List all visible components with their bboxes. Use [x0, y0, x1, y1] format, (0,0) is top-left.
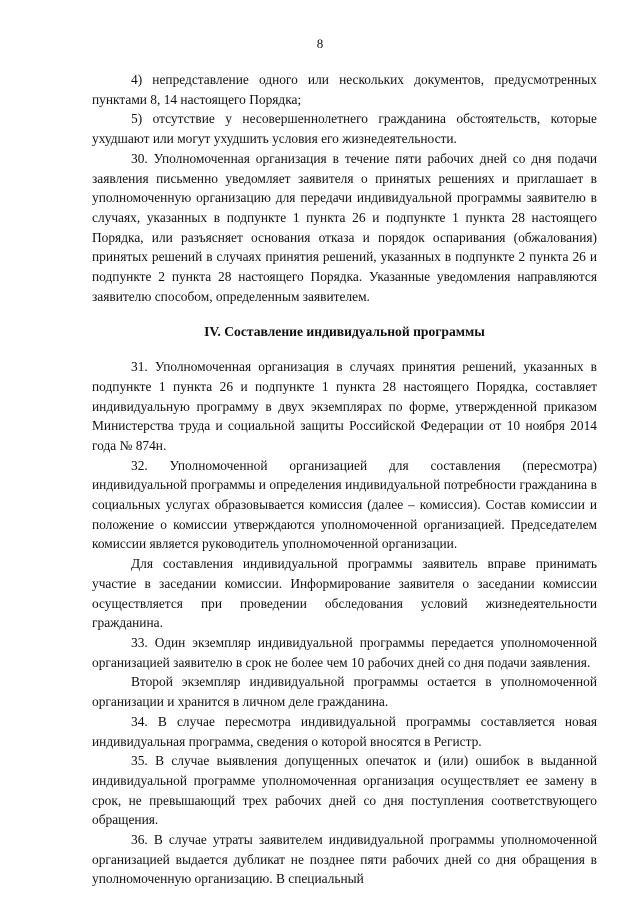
document-body [92, 70, 597, 889]
section-heading: IV. Составление индивидуальной программы [204, 324, 485, 340]
paragraph-36: 36. В случае утраты заявителем индивидуальной программы уполномоченной организацией выдается дубликат не позднее пяти рабочих дней со дня обращения в уполномоченную организацию. В специальный [92, 832, 597, 887]
paragraph-32: 32. Уполномоченной организацией для составления (пересмотра) индивидуальной программы и определения индивидуальной потребности гражданина в социальных услугах образовывается комиссия (далее – комиссия). Состав комиссии и положение о комиссии утверждаются уполномоченной организацией. Председателем комиссии является руководитель уполномоченной организации. [92, 457, 597, 552]
page-number: 8 [316, 36, 324, 51]
paragraph-34: 34. В случае пересмотра индивидуальной программы составляется новая индивидуальная программа, сведения о которой вносятся в Регистр. [92, 713, 597, 749]
paragraph-item-5: 5) отсутствие у несовершеннолетнего гражданина обстоятельств, которые ухудшают или могут ухудшить условия его жизнедеятельности. [92, 111, 597, 147]
paragraph-32-continued: Для составления индивидуальной программы заявитель вправе принимать участие в заседании комиссии. Информирование заявителя о заседании комиссии осуществляется при проведении обследования условий жизнедеятельности гражданина. [92, 556, 597, 631]
paragraph-33: 33. Один экземпляр индивидуальной программы передается уполномоченной организацией заявителю в срок не более чем 10 рабочих дней со дня подачи заявления. [92, 634, 597, 670]
paragraph-item-4: 4) непредставление одного или нескольких документов, предусмотренных пунктами 8, 14 настоящего Порядка; [92, 72, 597, 107]
paragraph-33-continued: Второй экземпляр индивидуальной программы остается в уполномоченной организации и хранится в личном деле гражданина. [92, 674, 597, 710]
paragraph-31: 31. Уполномоченная организация в случаях принятия решений, указанных в подпункте 1 пункта 26 и подпункте 1 пункта 28 настоящего Порядка, составляет индивидуальную программу в двух экземплярах по форме, утвержденной приказом Министерства труда и социальной защиты Российской Федерации от 10 ноября 2014 года № 874н. [92, 359, 597, 453]
paragraph-30: 30. Уполномоченная организация в течение пяти рабочих дней со дня подачи заявления письменно уведомляет заявителя о принятых решениях и приглашает в уполномоченную организацию для передачи индивидуальной программы заявителю в случаях, указанных в подпункте 1 пункта 26 и подпункте 1 пункта 28 настоящего Порядка, или разъясняет основания отказа и порядок оспаривания (обжалования) принятых решений в случаях принятия решений, указанных в подпункте 2 пункта 26 и подпункте 2 пункта 28 настоящего Порядка. Указанные уведомления направляются заявителю способом, определенным заявителем. [92, 150, 597, 304]
paragraph-35: 35. В случае выявления допущенных опечаток и (или) ошибок в выданной индивидуальной программе уполномоченная организация осуществляет ее замену в срок, не превышающий трех рабочих дней со дня поступления соответствующего обращения. [92, 753, 597, 828]
